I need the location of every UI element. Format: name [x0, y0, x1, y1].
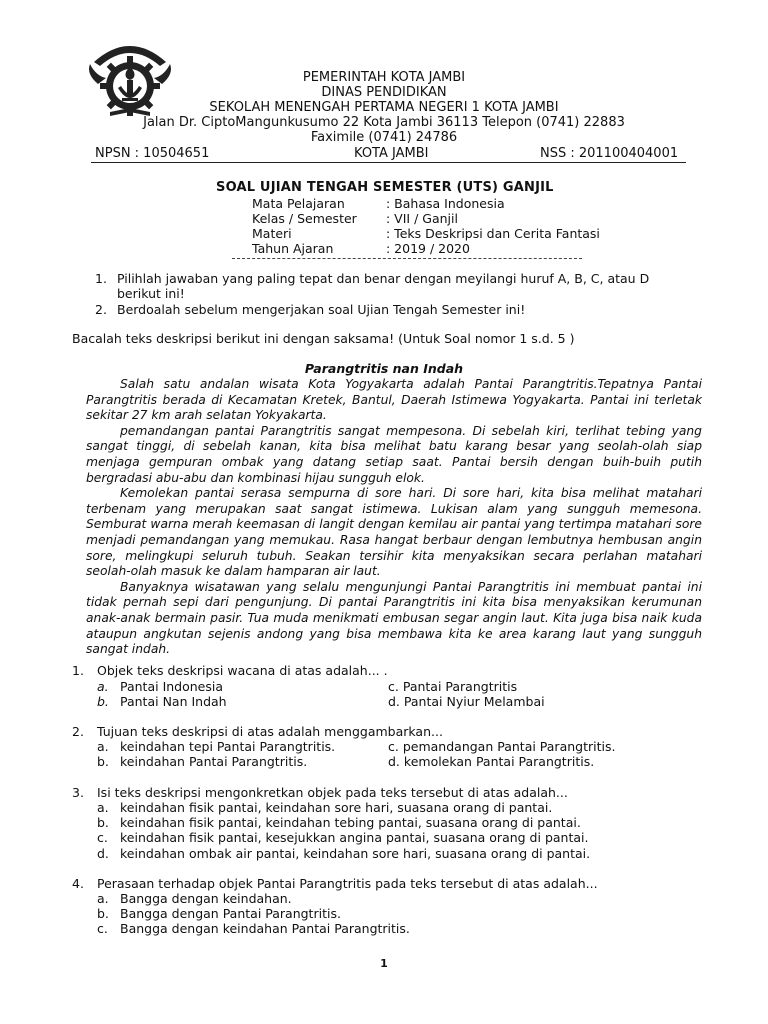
question-4-option-b-letter[interactable]: b.: [97, 906, 109, 921]
question-4-option-a[interactable]: Bangga dengan keindahan.: [120, 891, 292, 906]
question-4-option-c-letter[interactable]: c.: [97, 921, 108, 936]
passage-paragraph: Banyaknya wisatawan yang selalu mengunjungi Pantai Parangtritis ini membuat pantai ini tidak pernah sepi dari pengunjung. Di pantai Parangtritis ini kita bisa menyaksikan kerumunan anak-anak bermain pasir. Tua muda menikmati embusan segar angin laut. Kita juga bisa naik kuda ataupun angkutan sejenis andong yang bisa membawa kita ke area karang laut yang sungguh sangat indah.: [86, 579, 702, 657]
question-3-text: Isi teks deskripsi mengonkretkan objek pada teks tersebut di atas adalah...: [97, 785, 568, 800]
question-4-number: 4.: [72, 876, 84, 891]
question-1-option-d[interactable]: d. Pantai Nyiur Melambai: [388, 694, 545, 709]
question-2-text: Tujuan teks deskripsi di atas adalah menggambarkan...: [97, 724, 443, 739]
exam-info-label-material: Materi: [252, 226, 292, 241]
question-2-option-b[interactable]: keindahan Pantai Parangtritis.: [120, 754, 308, 769]
question-3-option-b-letter[interactable]: b.: [97, 815, 109, 830]
question-2-option-d[interactable]: d. kemolekan Pantai Parangtritis.: [388, 754, 595, 769]
question-2-number: 2.: [72, 724, 84, 739]
header-fax: Faximile (0741) 24786: [310, 130, 458, 145]
question-2-option-a-letter[interactable]: a.: [97, 739, 109, 754]
question-2-option-b-letter[interactable]: b.: [97, 754, 109, 769]
question-4-option-b[interactable]: Bangga dengan Pantai Parangtritis.: [120, 906, 341, 921]
passage-paragraph: Salah satu andalan wisata Kota Yogyakarta adalah Pantai Parangtritis.Tepatnya Pantai Parangtritis berada di Kecamatan Kretek, Bantul, Daerah Istimewa Yogyakarta. Pantai ini terletak sekitar 27 km arah selatan Yokyakarta.: [86, 377, 702, 423]
exam-title: SOAL UJIAN TENGAH SEMESTER (UTS) GANJIL: [216, 180, 554, 195]
question-3-option-d[interactable]: keindahan ombak air pantai, keindahan sore hari, suasana orang di pantai.: [120, 846, 591, 861]
header-city: KOTA JAMBI: [354, 146, 429, 161]
question-1-text: Objek teks deskripsi wacana di atas adalah... .: [97, 663, 388, 678]
question-1-option-a[interactable]: Pantai Indonesia: [120, 679, 224, 694]
exam-info-label-year: Tahun Ajaran: [252, 241, 334, 256]
passage-paragraph: pemandangan pantai Parangtritis sangat mempesona. Di sebelah kiri, terlihat tebing yang sangat tinggi, di sebelah kanan, kita bisa melihat batu karang besar yang seolah-olah siap menjaga gempuran ombak yang datang setiap saat. Pantai bersih dengan buih-buih putih bergradasi abu-abu dan kombinasi hijau sungguh elok.: [86, 423, 702, 485]
question-3-option-a[interactable]: keindahan fisik pantai, keindahan sore hari, suasana orang di pantai.: [120, 800, 553, 815]
exam-info-label-subject: Mata Pelajaran: [252, 196, 345, 211]
exam-info-value-year: : 2019 / 2020: [386, 241, 470, 256]
exam-info-value-class: : VII / Ganjil: [386, 211, 458, 226]
instruction-1-number: 1.: [95, 271, 107, 286]
header-government: PEMERINTAH KOTA JAMBI: [302, 70, 466, 85]
header-department: DINAS PENDIDIKAN: [321, 85, 447, 100]
header-school-name: SEKOLAH MENENGAH PERTAMA NEGERI 1 KOTA JAMBI: [209, 100, 559, 115]
question-1-option-c[interactable]: c. Pantai Parangtritis: [388, 679, 518, 694]
question-3-option-b[interactable]: keindahan fisik pantai, keindahan tebing pantai, suasana orang di pantai.: [120, 815, 581, 830]
passage-body: [86, 377, 702, 658]
question-4-option-c[interactable]: Bangga dengan keindahan Pantai Parangtritis.: [120, 921, 410, 936]
question-3-option-c-letter[interactable]: c.: [97, 830, 108, 845]
exam-info-value-material: : Teks Deskripsi dan Cerita Fantasi: [386, 226, 600, 241]
instruction-2-text: Berdoalah sebelum mengerjakan soal Ujian Tengah Semester ini!: [117, 302, 526, 317]
question-3-option-c[interactable]: keindahan fisik pantai, kesejukkan angina pantai, suasana orang di pantai.: [120, 830, 589, 845]
instruction-1-text-cont: berikut ini!: [117, 286, 185, 301]
passage-title: Parangtritis nan Indah: [304, 361, 464, 376]
question-3-option-d-letter[interactable]: d.: [97, 846, 109, 861]
instruction-2-number: 2.: [95, 302, 107, 317]
passage-paragraph: Kemolekan pantai serasa sempurna di sore hari. Di sore hari, kita bisa melihat matahari terbenam yang merupakan saat sangat istimewa. Lukisan alam yang sungguh memesona. Semburat warna merah keemasan di langit dengan kemilau air pantai yang tertimpa matahari sore menjadi pemandangan yang memukau. Rasa hangat berbaur dengan lembutnya hembusan angin sore, melingkupi seluruh tubuh. Seakan tersihir kita menyaksikan secara perlahan matahari seolah-olah masuk ke dalam hamparan air laut.: [86, 486, 702, 579]
header-address: Jalan Dr. CiptoMangunkusumo 22 Kota Jambi 36113 Telepon (0741) 22883: [143, 115, 625, 130]
reading-instruction: Bacalah teks deskripsi berikut ini dengan saksama! (Untuk Soal nomor 1 s.d. 5 ): [72, 331, 575, 346]
logo-text: SMP NEGERI 1: [103, 35, 159, 54]
question-1-option-b[interactable]: Pantai Nan Indah: [120, 694, 227, 709]
question-1-option-a-letter[interactable]: a.: [97, 679, 109, 694]
page-number: 1: [380, 957, 388, 970]
exam-info-label-class: Kelas / Semester: [252, 211, 357, 226]
question-3-option-a-letter[interactable]: a.: [97, 800, 109, 815]
header-npsn: NPSN : 10504651: [95, 146, 210, 161]
dashed-divider: [232, 258, 582, 259]
question-2-option-a[interactable]: keindahan tepi Pantai Parangtritis.: [120, 739, 336, 754]
instruction-1-text: Pilihlah jawaban yang paling tepat dan benar dengan meyilangi huruf A, B, C, atau D: [117, 271, 650, 286]
question-1-number: 1.: [72, 663, 84, 678]
question-3-number: 3.: [72, 785, 84, 800]
question-1-option-b-letter[interactable]: b.: [97, 694, 109, 709]
question-4-text: Perasaan terhadap objek Pantai Parangtritis pada teks tersebut di atas adalah...: [97, 876, 598, 891]
exam-info-value-subject: : Bahasa Indonesia: [386, 196, 505, 211]
question-4-option-a-letter[interactable]: a.: [97, 891, 109, 906]
question-2-option-c[interactable]: c. pemandangan Pantai Parangtritis.: [388, 739, 616, 754]
header-nss: NSS : 201100404001: [540, 146, 679, 161]
header-divider: [91, 162, 686, 163]
